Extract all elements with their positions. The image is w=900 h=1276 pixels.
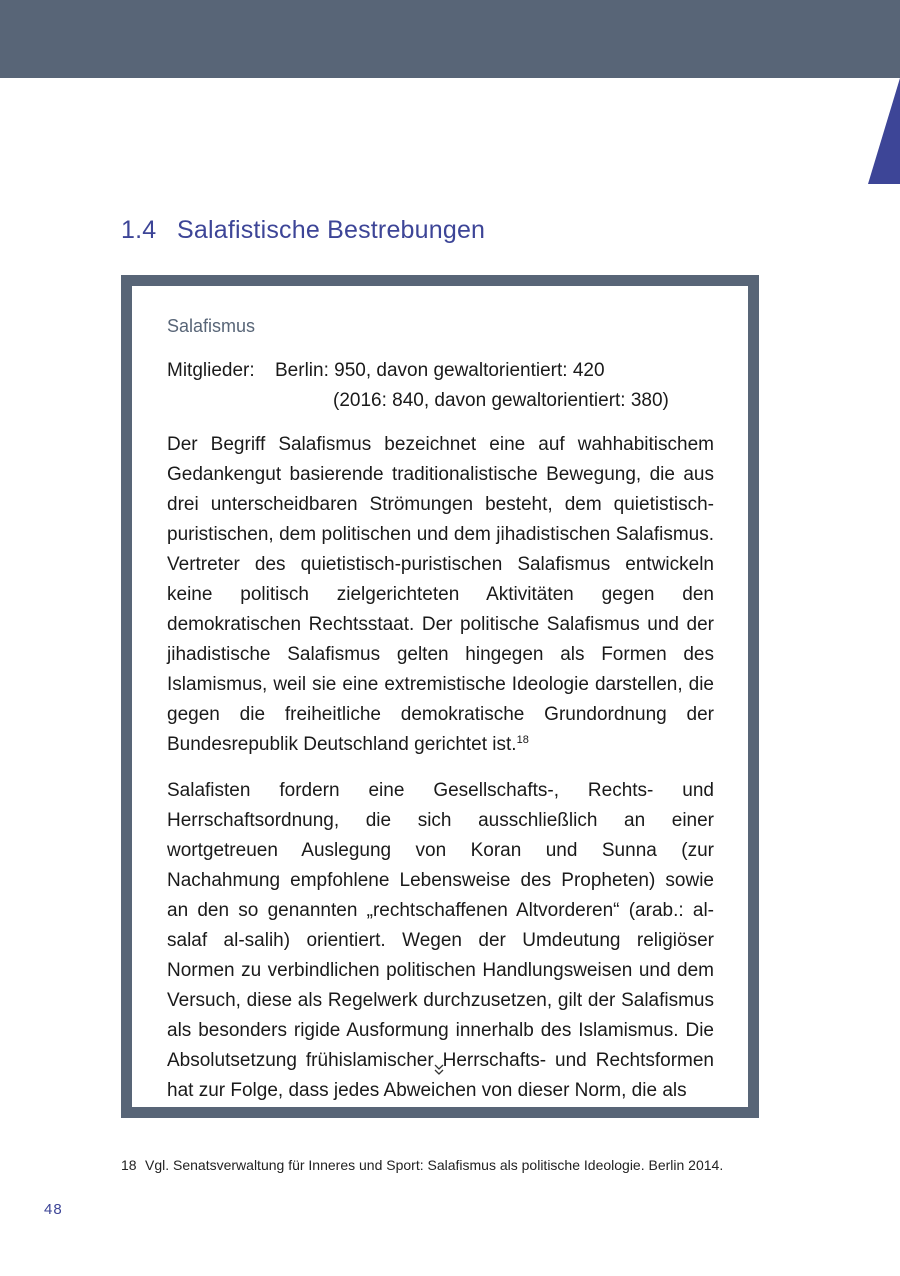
paragraph-definition (167, 430, 714, 760)
info-box-content (167, 314, 714, 1122)
members-label: Mitglieder: (167, 360, 255, 381)
section-title (121, 216, 485, 245)
members-current: Berlin: 950, davon gewaltorientiert: 420 (275, 360, 605, 381)
double-chevron-down-icon[interactable] (434, 1063, 444, 1077)
footnote-number: 18 (121, 1157, 137, 1173)
corner-tab-triangle (868, 78, 900, 184)
members-row (167, 356, 714, 386)
page-number: 48 (44, 1201, 63, 1218)
footnote-reference[interactable]: 18 (516, 734, 529, 746)
box-heading: Salafismus (167, 316, 256, 336)
section-number: 1.4 (121, 216, 157, 244)
members-block (167, 356, 714, 416)
header-bar (0, 0, 900, 78)
info-box (121, 275, 759, 1118)
footnote-text: Vgl. Senatsverwaltung für Inneres und Sport: Salafismus als politische Ideologie. Berlin 2014. (145, 1157, 724, 1173)
section-title-text: Salafistische Bestrebungen (177, 216, 486, 244)
footnote (121, 1157, 723, 1173)
members-previous: (2016: 840, davon gewaltorientiert: 380) (333, 390, 669, 411)
paragraph-demands: Salafisten fordern eine Gesellschafts-, Rechts- und Herrschaftsordnung, die sich ausschließlich an einer wortgetreuen Auslegung von Koran und Sunna (zur Nachahmung empfohlene Lebensweise des Propheten) sowie an den so genannten „rechtschaffenen Altvorderen“ (arab.: al-salaf al-salih) orientiert. Wegen der Umdeutung religiöser Normen zu verbindlichen politischen Handlungsweisen und dem Versuch, diese als Regelwerk durchzusetzen, gilt der Salafismus als besonders rigide Ausformung innerhalb des Islamismus. Die Absolutsetzung frühislamischer Herrschafts- und Rechtsformen hat zur Folge, dass jedes Abweichen von dieser Norm, die als (167, 780, 714, 1101)
paragraph-definition-text: Der Begriff Salafismus bezeichnet eine auf wahhabitischem Gedankengut basierende traditionalistische Bewegung, die aus drei unterscheidbaren Strömungen besteht, dem quietistisch-puristischen, dem politischen und dem jihadistischen Salafismus. Vertreter des quietistisch-puristischen Salafismus entwickeln keine politisch zielgerichteten Aktivitäten gegen den demokratischen Rechtsstaat. Der politische Salafismus und der jihadistische Salafismus gelten hingegen als Formen des Islamismus, weil sie eine extremistische Ideologie darstellen, die gegen die freiheitliche demokratische Grundordnung der Bundesrepublik Deutschland gerichtet ist. (167, 434, 714, 755)
